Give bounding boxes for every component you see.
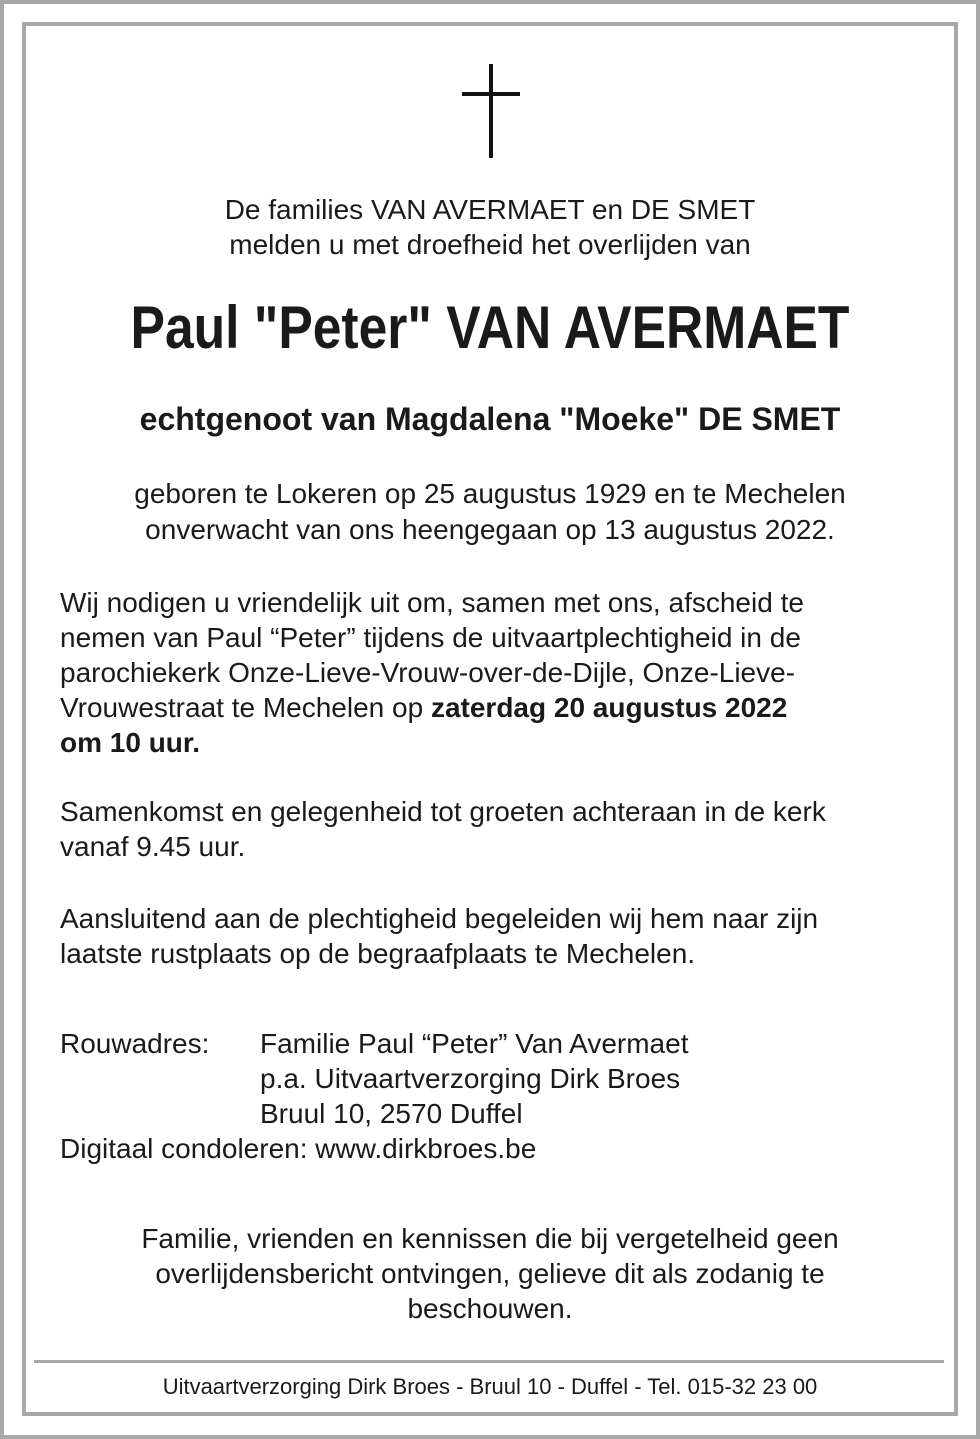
gathering-paragraph: [60, 794, 920, 864]
address-label: Rouwadres:: [60, 1028, 210, 1059]
funeral-home-footer: Uitvaartverzorging Dirk Broes - Bruul 10 - Duffel - Tel. 015-32 23 00: [162, 1374, 818, 1399]
burial-paragraph: [60, 901, 920, 971]
gathering-line-1: Samenkomst en gelegenheid tot groeten achteraan in de kerk: [60, 796, 826, 827]
address-row: [60, 1026, 920, 1131]
birth-death-info: [40, 476, 940, 548]
condolence-label: Digitaal condoleren:: [60, 1133, 316, 1164]
address-lines: [260, 1026, 920, 1131]
burial-line-1: Aansluitend aan de plechtigheid begeleiden wij hem naar zijn: [60, 903, 819, 934]
cross-icon: [462, 64, 520, 158]
invitation-line-4-text: Vrouwestraat te Mechelen op: [60, 692, 431, 723]
intro-line-1: De families VAN AVERMAET en DE SMET: [224, 194, 756, 225]
condolence-link[interactable]: www.dirkbroes.be: [315, 1133, 537, 1164]
closing-line-2: overlijdensbericht ontvingen, gelieve dit als zodanig te: [155, 1258, 825, 1289]
announcement-intro: [60, 192, 920, 262]
invitation-line-2: nemen van Paul “Peter” tijdens de uitvaartplechtigheid in de: [60, 622, 801, 653]
footer-divider: [34, 1360, 944, 1363]
mourning-address: [60, 1026, 920, 1166]
condolence-row: [60, 1131, 920, 1166]
invitation-paragraph: [60, 585, 920, 760]
spouse-line: echtgenoot van Magdalena "Moeke" DE SMET: [139, 401, 841, 437]
intro-line-2: melden u met droefheid het overlijden van: [229, 229, 751, 260]
closing-line-3: beschouwen.: [407, 1293, 573, 1324]
address-line-1: Familie Paul “Peter” Van Avermaet: [260, 1028, 689, 1059]
birth-line: geboren te Lokeren op 25 augustus 1929 en te Mechelen: [134, 478, 846, 509]
deceased-name: Paul "Peter" VAN AVERMAET: [130, 294, 850, 361]
invitation-line-1: Wij nodigen u vriendelijk uit om, samen met ons, afscheid te: [60, 587, 804, 618]
gathering-line-2: vanaf 9.45 uur.: [60, 831, 246, 862]
address-line-3: Bruul 10, 2570 Duffel: [260, 1098, 523, 1129]
ceremony-time: om 10 uur.: [60, 727, 201, 758]
burial-line-2: laatste rustplaats op de begraafplaats te Mechelen.: [60, 938, 696, 969]
address-line-2: p.a. Uitvaartverzorging Dirk Broes: [260, 1063, 681, 1094]
closing-note: [60, 1221, 920, 1326]
ceremony-date: zaterdag 20 augustus 2022: [430, 692, 788, 723]
invitation-line-4: [60, 690, 920, 725]
invitation-line-3: parochiekerk Onze-Lieve-Vrouw-over-de-Dijle, Onze-Lieve-: [60, 657, 796, 688]
closing-line-1: Familie, vrienden en kennissen die bij vergetelheid geen: [141, 1223, 839, 1254]
death-line: onverwacht van ons heengegaan op 13 augustus 2022.: [145, 514, 835, 545]
